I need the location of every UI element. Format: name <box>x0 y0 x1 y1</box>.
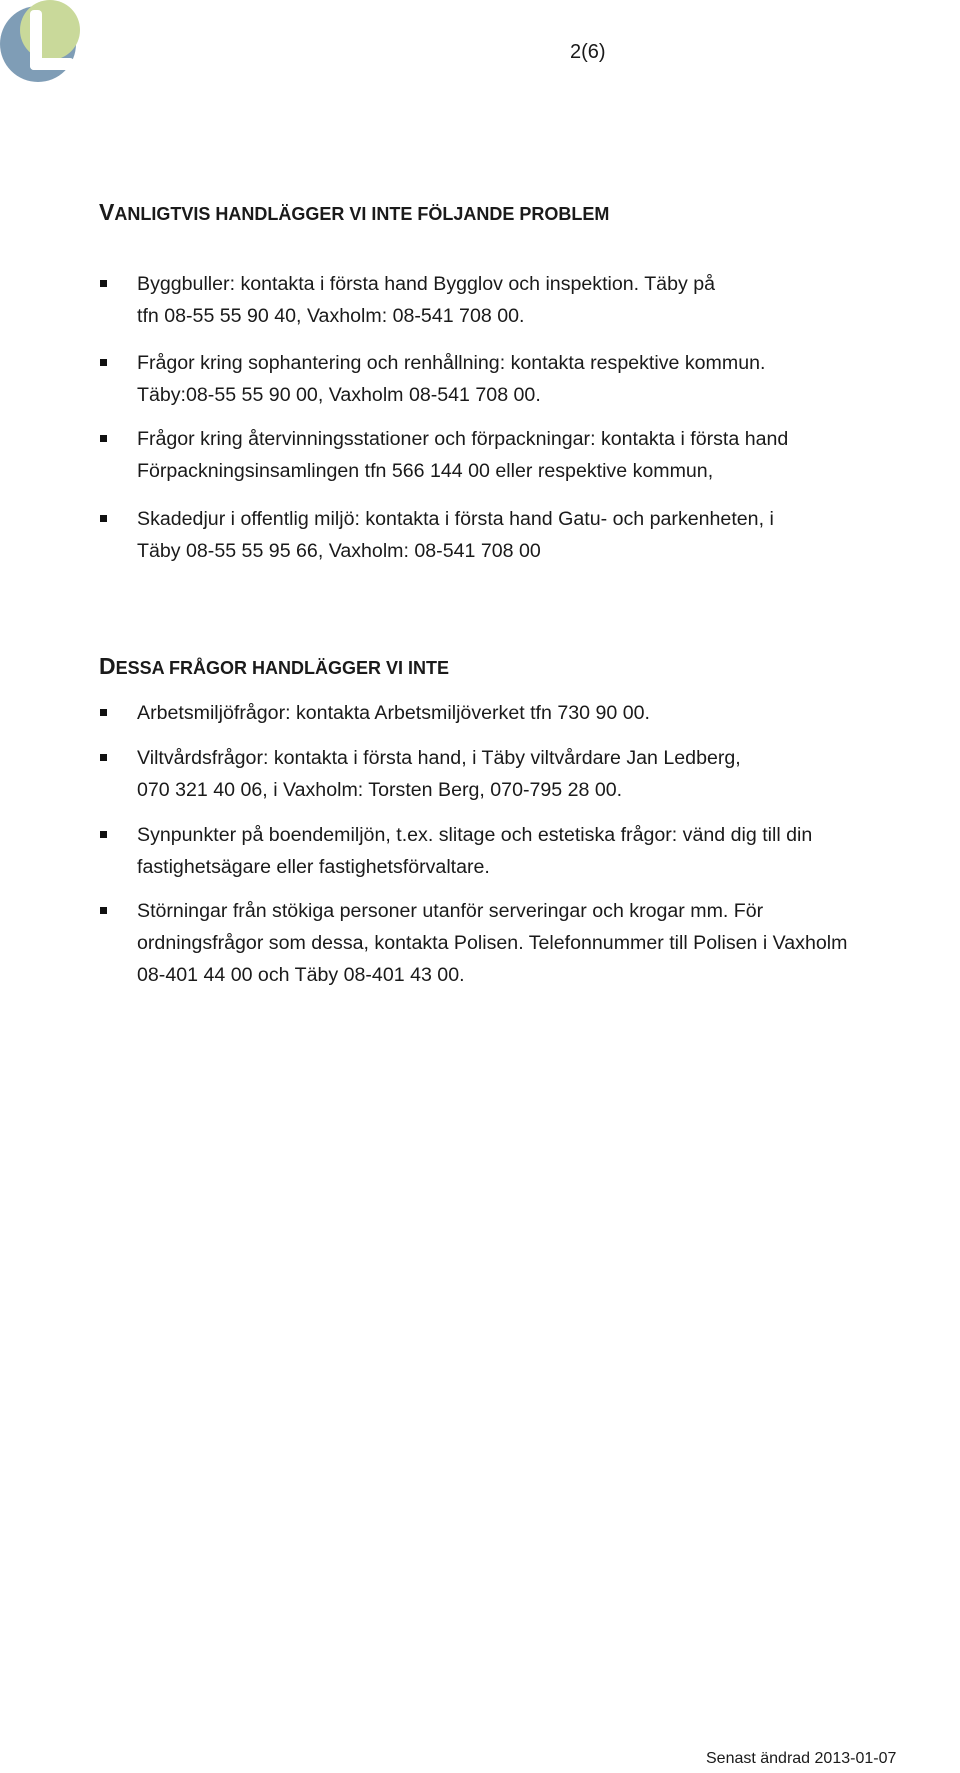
organization-logo-icon <box>0 0 80 84</box>
list-item-text <box>137 347 765 411</box>
list-item-text <box>137 503 774 567</box>
list-item-text <box>137 895 847 991</box>
heading-rest: ESSA FRÅGOR HANDLÄGGER VI INTE <box>115 658 449 678</box>
text-line: Frågor kring återvinningsstationer och förpackningar: kontakta i första hand <box>137 428 789 450</box>
text-line: ordningsfrågor som dessa, kontakta Polisen. Telefonnummer till Polisen i Vaxholm <box>137 932 848 954</box>
text-line: Arbetsmiljöfrågor: kontakta Arbetsmiljöverket tfn 730 90 00. <box>137 702 650 724</box>
text-line: Byggbuller: kontakta i första hand Bygglov och inspektion. Täby på <box>137 273 716 295</box>
text-line: 08-401 44 00 och Täby 08-401 43 00. <box>137 964 465 986</box>
heading-initial: V <box>99 199 115 225</box>
list-item-text <box>137 268 715 332</box>
text-line: 070 321 40 06, i Vaxholm: Torsten Berg, 070-795 28 00. <box>137 779 623 801</box>
last-modified-date: Senast ändrad 2013-01-07 <box>706 1750 897 1767</box>
text-line: Täby:08-55 55 90 00, Vaxholm 08-541 708 00. <box>137 384 541 406</box>
list-item-text <box>137 742 741 806</box>
page-number: 2(6) <box>570 41 606 63</box>
bullet-marker <box>100 280 107 287</box>
text-line: Skadedjur i offentlig miljö: kontakta i första hand Gatu- och parkenheten, i <box>137 508 774 530</box>
heading-rest: ANLIGTVIS HANDLÄGGER VI INTE FÖLJANDE PROBLEM <box>114 204 610 224</box>
text-line: Viltvårdsfrågor: kontakta i första hand, i Täby viltvårdare Jan Ledberg, <box>137 747 741 769</box>
bullet-marker <box>100 754 107 761</box>
bullet-marker <box>100 709 107 716</box>
bullet-marker <box>100 515 107 522</box>
text-line: tfn 08-55 55 90 40, Vaxholm: 08-541 708 00. <box>137 305 525 327</box>
heading-initial: D <box>99 653 116 679</box>
bullet-marker <box>100 359 107 366</box>
bullet-marker <box>100 831 107 838</box>
section-heading-not-handled <box>99 200 609 226</box>
list-item-text <box>137 697 650 729</box>
list-item-text <box>137 423 788 487</box>
section-heading-not-handled-questions <box>99 654 449 680</box>
text-line: fastighetsägare eller fastighetsförvaltare. <box>137 856 490 878</box>
bullet-marker <box>100 907 107 914</box>
text-line: Störningar från stökiga personer utanför serveringar och krogar mm. För <box>137 900 764 922</box>
text-line: Täby 08-55 55 95 66, Vaxholm: 08-541 708 00 <box>137 540 541 562</box>
bullet-marker <box>100 435 107 442</box>
text-line: Förpackningsinsamlingen tfn 566 144 00 eller respektive kommun, <box>137 460 714 482</box>
text-line: Frågor kring sophantering och renhållning: kontakta respektive kommun. <box>137 352 766 374</box>
text-line: Synpunkter på boendemiljön, t.ex. slitage och estetiska frågor: vänd dig till din <box>137 824 813 846</box>
list-item-text <box>137 819 812 883</box>
